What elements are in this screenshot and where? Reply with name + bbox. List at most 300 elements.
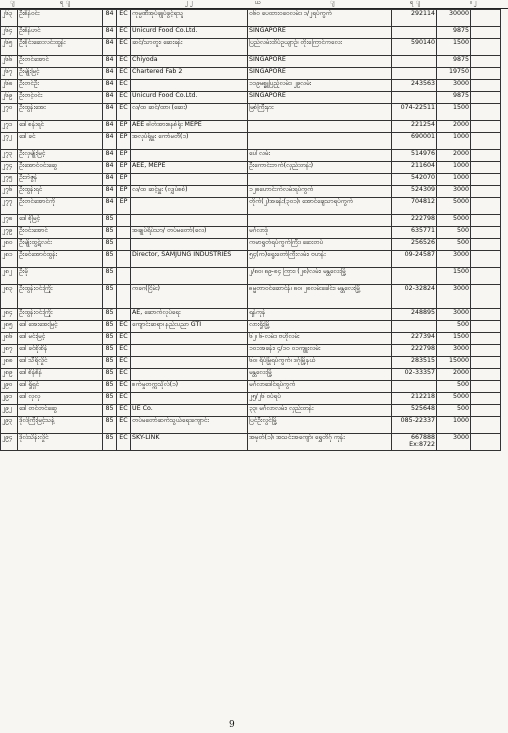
cell-office [131, 357, 248, 369]
table-row [1, 405, 501, 417]
cell-name: ဦးလှမျိုးမြင့် [18, 150, 103, 162]
cell-name: ဦးမျိုးမြင့် [18, 68, 103, 80]
cell-no: ၂၆၆ [1, 56, 18, 68]
cell-address [248, 215, 392, 227]
page-number: 9 [229, 720, 235, 730]
cell-code: 85 [103, 227, 117, 239]
cell-no: ၂၇၃ [1, 150, 18, 162]
cell-type: EP [117, 174, 131, 186]
cell-office: Unicurd Food Co.Ltd. [131, 92, 248, 104]
cell-address: မန္တလေးမြို့ [248, 369, 392, 381]
cell-phone: 690001 [392, 133, 437, 150]
table-row [1, 162, 501, 174]
cell-blank [471, 434, 501, 451]
header-col-name: ရ ျ [60, 0, 71, 6]
cell-blank [471, 381, 501, 393]
cell-blank [471, 162, 501, 174]
table-row [1, 321, 501, 333]
cell-address: လားရှိုးမြို့ [248, 321, 392, 333]
cell-name: ဦးဝင်းအောင် [18, 227, 103, 239]
cell-address: ၁၂၈ဟောင်းကဲလမ်းရပ်ကွက် [248, 186, 392, 198]
cell-amount: 3000 [437, 285, 471, 309]
table-row [1, 174, 501, 186]
cell-code: 84 [103, 80, 117, 92]
cell-phone: 292114 [392, 10, 437, 27]
cell-address: မင်္ဂလာဒေါင်ရပ်ကွက် [248, 381, 392, 393]
cell-code: 84 [103, 92, 117, 104]
cell-type [117, 239, 131, 251]
cell-code: 84 [103, 104, 117, 121]
cell-phone: 074-22511 [392, 104, 437, 121]
cell-amount: 1500 [437, 333, 471, 345]
cell-type: EC [117, 393, 131, 405]
cell-code: 84 [103, 133, 117, 150]
cell-name: ဦးမျိုးထွဋ်လင်း [18, 239, 103, 251]
cell-phone: 02-33357 [392, 369, 437, 381]
cell-type: EC [117, 92, 131, 104]
cell-office [131, 80, 248, 92]
cell-address: ၃၃၊ မင်္ဂလာလမ်း၊ လှည်းတန်း [248, 405, 392, 417]
cell-type [117, 285, 131, 309]
cell-phone: 283515 [392, 357, 437, 369]
cell-phone [392, 268, 437, 285]
cell-office: Chiyoda [131, 56, 248, 68]
cell-type: EC [117, 56, 131, 68]
cell-address: ပေါ်လမ်း [248, 150, 392, 162]
cell-code: 84 [103, 198, 117, 215]
cell-amount: 2000 [437, 369, 471, 381]
cell-type [117, 215, 131, 227]
cell-name: ဦးအောင်ဝင်းဆွေ [18, 162, 103, 174]
table-row [1, 227, 501, 239]
cell-phone: 222798 [392, 215, 437, 227]
cell-phone: 542070 [392, 174, 437, 186]
cell-name: ဒေါ်အေးအေးမြင့် [18, 321, 103, 333]
cell-type: EC [117, 434, 131, 451]
cell-address: SINGAPORE [248, 92, 392, 104]
table-row [1, 345, 501, 357]
cell-name: ဒေါ်တင်တင်ဆွေ [18, 405, 103, 417]
cell-blank [471, 92, 501, 104]
cell-no: ၂၆၈ [1, 80, 18, 92]
cell-type [117, 268, 131, 285]
cell-phone: 667888 Ex:8722 [392, 434, 437, 451]
cell-amount: 1000 [437, 174, 471, 186]
donor-table [0, 9, 501, 451]
table-row [1, 309, 501, 321]
cell-address: ၆၂၊ ၆-လမ်း၊ ဗဟိုလမ်း [248, 333, 392, 345]
cell-code: 84 [103, 39, 117, 56]
cell-address: ၆၀၊ ရိပ်မြုံရပ်ကွက်၊ ဒဂုံမြို့နယ် [248, 357, 392, 369]
table-header-strip [0, 0, 508, 9]
cell-office [131, 333, 248, 345]
cell-blank [471, 417, 501, 434]
cell-office: UE Co. [131, 405, 248, 417]
cell-amount: 3000 [437, 80, 471, 92]
cell-office [131, 345, 248, 357]
cell-address: ရန်ကုန် [248, 309, 392, 321]
cell-office: SKY-LINK [131, 434, 248, 451]
cell-no: ၂၆၉ [1, 92, 18, 104]
cell-amount: 500 [437, 227, 471, 239]
cell-name: ဒေါ်ခင် [18, 133, 103, 150]
cell-blank [471, 104, 501, 121]
header-col-extra: ျ [330, 0, 335, 6]
cell-code: 85 [103, 345, 117, 357]
cell-no: ၂၈၁ [1, 251, 18, 268]
cell-blank [471, 198, 501, 215]
cell-name: ဦးတင်ဦး [18, 80, 103, 92]
cell-address: အမှတ်(၁)၊ အသင်းအကျော်၊ ရွှေတိဂုံ ကုန်း [248, 434, 392, 451]
cell-amount: 3000 [437, 345, 471, 357]
cell-phone: 02-32824 [392, 285, 437, 309]
cell-phone [392, 56, 437, 68]
cell-no: ၂၈၉ [1, 369, 18, 381]
cell-blank [471, 333, 501, 345]
cell-no: ၂၇၉ [1, 227, 18, 239]
cell-code: 85 [103, 381, 117, 393]
cell-phone: 590140 [392, 39, 437, 56]
header-col-phone: ရ ျ [410, 0, 421, 6]
table-row [1, 369, 501, 381]
cell-code: 85 [103, 321, 117, 333]
cell-blank [471, 393, 501, 405]
cell-amount: 500 [437, 321, 471, 333]
cell-phone: 211604 [392, 162, 437, 174]
table-row [1, 27, 501, 39]
table-row [1, 186, 501, 198]
cell-name: ဦးခင်အောင်ထွန်း [18, 251, 103, 268]
header-col-no: ျ [10, 0, 15, 6]
cell-phone [392, 27, 437, 39]
table-row [1, 56, 501, 68]
cell-name: ဒိုလ်ကြီးမြင့်သန့် [18, 417, 103, 434]
cell-code: 84 [103, 56, 117, 68]
cell-address: ဝ၆၀ ပေထား၀ဝေလမ်း၊ ၁/၂ရပ်ကွက် [248, 10, 392, 27]
cell-no: ၂၇၅ [1, 174, 18, 186]
cell-office [131, 198, 248, 215]
cell-address: တိုက်(၂)အခန်း(၃၀၁)၊ အောင်ချေသာရပ်ကွက် [248, 198, 392, 215]
cell-amount: 3000 [437, 434, 471, 451]
cell-amount: 500 [437, 239, 471, 251]
cell-type: EP [117, 150, 131, 162]
cell-type [117, 251, 131, 268]
cell-type: EC [117, 39, 131, 56]
cell-blank [471, 285, 501, 309]
cell-no: ၂၆၅ [1, 39, 18, 56]
cell-phone: 635771 [392, 227, 437, 239]
cell-name: ဦးဘဲဇွန် [18, 174, 103, 186]
cell-name: ဦးထွန်းဝင်းကြိုး [18, 309, 103, 321]
cell-address: ၂/၈၀၊ ၈၉-၈၄ ကြား၊ (၂၈)လမ်း၊ မန္တလေးမြို့ [248, 268, 392, 285]
cell-code: 84 [103, 121, 117, 133]
cell-name: ဒေါ်လှလှ [18, 393, 103, 405]
cell-name: ဦးတင့်ဝင်း [18, 92, 103, 104]
cell-amount: 500 [437, 405, 471, 417]
cell-amount: 1000 [437, 417, 471, 434]
cell-code: 85 [103, 285, 117, 309]
cell-no: ၂၈၂ [1, 268, 18, 285]
cell-type: EP [117, 162, 131, 174]
cell-phone: 227394 [392, 333, 437, 345]
cell-address: ဦးကောင်းဘက်(လှည်းတန်း) [248, 162, 392, 174]
cell-type: EC [117, 369, 131, 381]
table-row [1, 251, 501, 268]
cell-code: 84 [103, 68, 117, 80]
cell-blank [471, 239, 501, 251]
table-row [1, 285, 501, 309]
table-row [1, 333, 501, 345]
cell-phone: 221254 [392, 121, 437, 133]
cell-no: ၂၈၄ [1, 309, 18, 321]
cell-type: EC [117, 345, 131, 357]
table-row [1, 417, 501, 434]
cell-blank [471, 133, 501, 150]
cell-name: ဒေါ်စိန်စိန် [18, 369, 103, 381]
cell-amount: 9875 [437, 92, 471, 104]
cell-address: ၁၁၉မစ္စူပြည့်လမ်း၊ ၂၉လမ်း [248, 80, 392, 92]
cell-amount: 1500 [437, 104, 471, 121]
cell-blank [471, 405, 501, 417]
cell-blank [471, 215, 501, 227]
cell-amount: 500 [437, 381, 471, 393]
cell-phone: 09-24587 [392, 251, 437, 268]
cell-type: EC [117, 27, 131, 39]
cell-office: ကခဂ(ငြိမ်း) [131, 285, 248, 309]
cell-name: ဒေါ်ခင်စိုးစိန် [18, 345, 103, 357]
cell-code: 85 [103, 251, 117, 268]
cell-no: ၂၇၁ [1, 121, 18, 133]
cell-blank [471, 56, 501, 68]
cell-type: EP [117, 121, 131, 133]
cell-code: 84 [103, 150, 117, 162]
cell-amount: 5000 [437, 393, 471, 405]
cell-office: AE, ဆောက်လုပ်ရေး [131, 309, 248, 321]
cell-blank [471, 321, 501, 333]
cell-address: SINGAPORE [248, 56, 392, 68]
table-row [1, 357, 501, 369]
cell-address: ပြင်ဦးလွင်မြို့ [248, 417, 392, 434]
cell-code: 84 [103, 27, 117, 39]
cell-phone [392, 68, 437, 80]
cell-blank [471, 357, 501, 369]
cell-blank [471, 174, 501, 186]
cell-no: ၂၇၀ [1, 104, 18, 121]
cell-phone: 514976 [392, 150, 437, 162]
cell-phone: 222798 [392, 345, 437, 357]
cell-code: 85 [103, 309, 117, 321]
donor-table-body [1, 10, 501, 451]
table-row [1, 150, 501, 162]
cell-office: စက်မှုတက္ကသိုလ်(၁) [131, 381, 248, 393]
cell-code: 85 [103, 357, 117, 369]
cell-office: Unicurd Food Co.Ltd. [131, 27, 248, 39]
cell-type: EC [117, 417, 131, 434]
cell-type: EC [117, 405, 131, 417]
table-row [1, 393, 501, 405]
cell-amount: 1000 [437, 133, 471, 150]
table-row [1, 80, 501, 92]
cell-phone: 524309 [392, 186, 437, 198]
cell-type: EP [117, 133, 131, 150]
cell-office [131, 150, 248, 162]
cell-amount: 3000 [437, 186, 471, 198]
header-col-amount: ။ ၂ [470, 0, 477, 6]
cell-name: ဦးတင်အောင် [18, 56, 103, 68]
table-row [1, 215, 501, 227]
cell-phone: 212218 [392, 393, 437, 405]
cell-blank [471, 251, 501, 268]
cell-code: 85 [103, 369, 117, 381]
cell-phone: 525648 [392, 405, 437, 417]
cell-office [131, 268, 248, 285]
cell-phone: 085-22337 [392, 417, 437, 434]
cell-type: EC [117, 10, 131, 27]
cell-amount: 2000 [437, 121, 471, 133]
cell-blank [471, 39, 501, 56]
cell-office: လ/ထ ဆင်/ထာ၊ (ဆေး) [131, 104, 248, 121]
cell-address: ၅၄(က)ရွေးတော်ကြီးလမ်း၊ ဗဟန်း [248, 251, 392, 268]
cell-office: အချုပ်ရိပ်သာ/ တပ်မတော်(လေ) [131, 227, 248, 239]
cell-address: ပြည်လမ်းထိပ်ဥယျာဉ်၊ တိုးကြောင်ကလေး [248, 39, 392, 56]
cell-amount: 3000 [437, 309, 471, 321]
cell-no: ၂၇၈ [1, 215, 18, 227]
cell-type: EC [117, 68, 131, 80]
cell-name: ဒေါ်မင်းမြင့် [18, 333, 103, 345]
cell-type [117, 309, 131, 321]
cell-blank [471, 186, 501, 198]
cell-no: ၂၈၈ [1, 357, 18, 369]
cell-code: 85 [103, 268, 117, 285]
cell-office: ကုမ္ပဏီအုပ်ချုပ်ခွင့်ရသူ [131, 10, 248, 27]
cell-amount: 19750 [437, 68, 471, 80]
cell-type: EC [117, 104, 131, 121]
cell-no: ၂၇၄ [1, 162, 18, 174]
cell-amount: 2000 [437, 150, 471, 162]
cell-name: ဒေါ်စိုမြင့် [18, 215, 103, 227]
cell-address [248, 174, 392, 186]
cell-amount: 9875 [437, 27, 471, 39]
cell-code: 85 [103, 417, 117, 434]
cell-blank [471, 268, 501, 285]
cell-no: ၂၈၃ [1, 285, 18, 309]
cell-name: ဒေါ်ရှိုရှင် [18, 381, 103, 393]
cell-phone [392, 381, 437, 393]
cell-office [131, 174, 248, 186]
cell-no: ၂၈၇ [1, 345, 18, 357]
cell-blank [471, 345, 501, 357]
cell-address [248, 121, 392, 133]
cell-name: ဦးတင်အောင်ကို [18, 198, 103, 215]
cell-amount: 30000 [437, 10, 471, 27]
cell-no: ၂၈၅ [1, 321, 18, 333]
cell-amount: 3000 [437, 251, 471, 268]
cell-name: ဒိုလ်သိန်းလှိုင် [18, 434, 103, 451]
table-row [1, 239, 501, 251]
cell-code: 84 [103, 10, 117, 27]
table-row [1, 198, 501, 215]
cell-type [117, 227, 131, 239]
cell-code: 85 [103, 434, 117, 451]
cell-no: ၂၇၂ [1, 133, 18, 150]
cell-name: ဦးထွန်းရင် [18, 186, 103, 198]
cell-no: ၂၉၄ [1, 434, 18, 451]
table-row [1, 133, 501, 150]
cell-blank [471, 150, 501, 162]
table-row [1, 268, 501, 285]
cell-blank [471, 309, 501, 321]
cell-blank [471, 68, 501, 80]
cell-phone: 243563 [392, 80, 437, 92]
cell-name: ဦးစိန်ဝင်း [18, 10, 103, 27]
cell-phone: 256526 [392, 239, 437, 251]
cell-name: ဒေါ်သီရိလှိုင် [18, 357, 103, 369]
cell-amount: 1000 [437, 162, 471, 174]
cell-name: ဦးထွန်းအေး [18, 104, 103, 121]
cell-phone: 248895 [392, 309, 437, 321]
cell-code: 85 [103, 393, 117, 405]
cell-phone [392, 92, 437, 104]
cell-type: EC [117, 321, 131, 333]
cell-type: EC [117, 381, 131, 393]
header-col-address: ၂ ၂ [185, 0, 193, 6]
cell-address: မြစ်ကြီးနား [248, 104, 392, 121]
cell-blank [471, 27, 501, 39]
cell-address: ကမာရွတ်ရပ်ကွက်ကြီး၊ ဆေးတပ် [248, 239, 392, 251]
cell-no: ၂၆၄ [1, 27, 18, 39]
cell-amount: 9875 [437, 56, 471, 68]
cell-type: EC [117, 333, 131, 345]
cell-address: SINGAPORE [248, 27, 392, 39]
cell-type: EC [117, 357, 131, 369]
cell-office: လ/ထ ဆင့်မှူး (လျှပ်စစ်) [131, 186, 248, 198]
cell-code: 85 [103, 215, 117, 227]
cell-no: ၂၉၁ [1, 393, 18, 405]
cell-name: ဦးထွန်းဝင်းကြိုး [18, 285, 103, 309]
cell-code: 84 [103, 162, 117, 174]
cell-blank [471, 10, 501, 27]
cell-code: 84 [103, 174, 117, 186]
cell-amount: 5000 [437, 198, 471, 215]
cell-no: ၂၈၀ [1, 239, 18, 251]
cell-address: SINGAPORE [248, 68, 392, 80]
cell-amount: 1500 [437, 39, 471, 56]
cell-no: ၂၇၆ [1, 186, 18, 198]
cell-blank [471, 369, 501, 381]
cell-code: 85 [103, 333, 117, 345]
cell-office: Chartered Fab 2 [131, 68, 248, 80]
cell-type: EP [117, 186, 131, 198]
cell-address: ၁၀၁အခန်း၊ ၄/၁၀ ၀၁ကျူးလမ်း [248, 345, 392, 357]
cell-amount: 15000 [437, 357, 471, 369]
cell-office [131, 215, 248, 227]
cell-blank [471, 121, 501, 133]
table-row [1, 121, 501, 133]
cell-phone [392, 321, 437, 333]
table-row [1, 92, 501, 104]
cell-office: ကျောင်းဆရာ၊ နည်းပညာ GTI [131, 321, 248, 333]
cell-no: ၂၆၃ [1, 10, 18, 27]
cell-no: ၂၈၆ [1, 333, 18, 345]
cell-name: ဦးမို [18, 268, 103, 285]
cell-no: ၂၉၂ [1, 405, 18, 417]
cell-amount: 1500 [437, 268, 471, 285]
cell-code: 84 [103, 186, 117, 198]
cell-office [131, 393, 248, 405]
cell-name: ဦးစိုင်းဆေးလင်းထွန်း [18, 39, 103, 56]
cell-office [131, 369, 248, 381]
cell-code: 85 [103, 239, 117, 251]
